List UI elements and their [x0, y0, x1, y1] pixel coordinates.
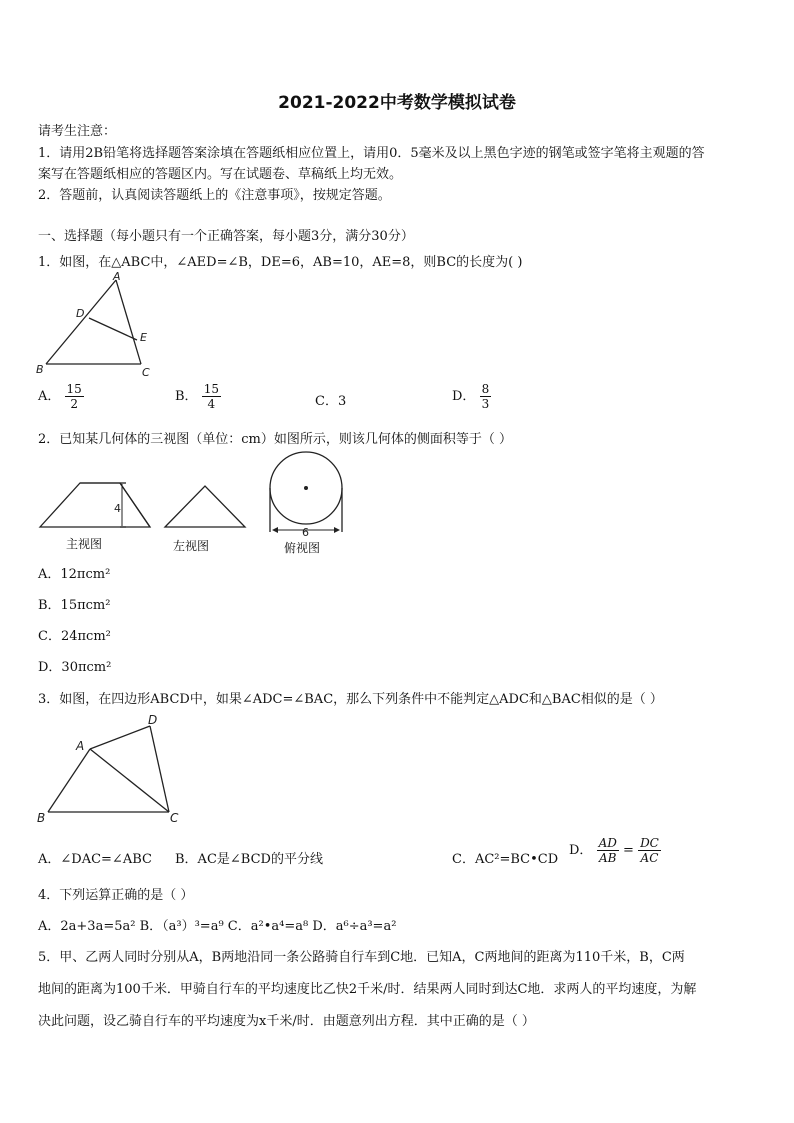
q1-option-d[interactable] [452, 382, 491, 411]
q2-caption-top: 俯视图 [284, 541, 321, 555]
notice-heading: 请考生注意： [38, 124, 117, 139]
q1-triangle-figure [34, 270, 164, 382]
q4-stem: 4．下列运算正确的是（ ） [38, 888, 194, 903]
q4-options[interactable]: A．2a+3a=5a² B．（a³）³=a⁹ C．a²•a⁴=a⁸ D．a⁶÷a³=a² [38, 919, 397, 934]
q3-stem: 3．如图，在四边形ABCD中，如果∠ADC=∠BAC，那么下列条件中不能判定△ADC和△BAC相似的是（ ） [38, 692, 663, 707]
q1-option-d-label: D． [452, 389, 476, 404]
q1-option-a-label: A． [38, 389, 61, 404]
q2-option-d[interactable]: D．30πcm² [38, 660, 112, 675]
q3-option-b[interactable]: B．AC是∠BCD的平分线 [175, 852, 323, 867]
q2-option-b[interactable]: B．15πcm² [38, 598, 111, 613]
q3-quadrilateral-figure [34, 712, 194, 830]
q3-option-a[interactable]: A．∠DAC=∠ABC [38, 852, 152, 867]
q1-option-d-fraction: $\frac{8}{3}$ [481, 382, 490, 411]
q3-label-b: B [37, 811, 46, 825]
section-heading: 一、选择题（每小题只有一个正确答案，每小题3分，满分30分） [38, 229, 414, 244]
q2-option-a[interactable]: A．12πcm² [38, 567, 111, 582]
q2-stem: 2．已知某几何体的三视图（单位：cm）如图所示，则该几何体的侧面积等于（ ） [38, 432, 513, 447]
q3-option-d[interactable] [569, 836, 661, 865]
q2-caption-front: 主视图 [66, 537, 103, 551]
notice-item-2: 2．答题前，认真阅读答题纸上的《注意事项》，按规定答题。 [38, 188, 391, 203]
q3-label-d: D [148, 713, 158, 727]
q1-option-b-label: B． [175, 389, 198, 404]
q2-dim-height: 4 [114, 502, 121, 515]
q3-option-c[interactable]: C．AC²=BC•CD [452, 852, 559, 867]
q5-line-2: 地间的距离为100千米．甲骑自行车的平均速度比乙快2千米/时．结果两人同时到达C地．求两人的平均速度，为解 [38, 982, 697, 997]
q1-label-d: D [76, 307, 85, 320]
q5-line-1: 5．甲、乙两人同时分别从A，B两地沿同一条公路骑自行车到C地．已知A，C两地间的距离为110千米，B，C两 [38, 950, 685, 965]
q1-option-a[interactable] [38, 382, 84, 411]
notice-item-1b: 案写在答题纸相应的答题区内。写在试题卷、草稿纸上均无效。 [38, 167, 403, 182]
q5-line-3: 决此问题，设乙骑自行车的平均速度为x千米/时．由题意列出方程．其中正确的是（ ） [38, 1014, 535, 1029]
q1-option-b[interactable] [175, 382, 221, 411]
q1-label-c: C [142, 366, 150, 379]
q1-label-a: A [113, 270, 121, 283]
page-title: 2021-2022中考数学模拟试卷 [278, 93, 516, 113]
q3-option-d-right-fraction: $\frac{DC}{AC}$ [640, 836, 659, 865]
q1-option-b-fraction: $\frac{15}{4}$ [203, 382, 219, 411]
q1-stem: 1．如图，在△ABC中，∠AED=∠B，DE=6，AB=10，AE=8，则BC的长度为( ) [38, 255, 523, 270]
q1-option-c[interactable]: C．3 [315, 394, 347, 409]
q3-option-d-left-fraction: $\frac{AD}{AB}$ [598, 836, 617, 865]
q2-option-c[interactable]: C．24πcm² [38, 629, 111, 644]
notice-item-1a: 1．请用2B铅笔将选择题答案涂填在答题纸相应位置上，请用0．5毫米及以上黑色字迹的钢笔或签字笔将主观题的答 [38, 146, 705, 161]
q1-option-a-fraction: $\frac{15}{2}$ [66, 382, 82, 411]
q1-label-b: B [36, 363, 44, 376]
q3-label-c: C [170, 811, 179, 825]
q2-dim-width: 6 [302, 526, 309, 539]
q1-label-e: E [140, 331, 147, 344]
q2-caption-left: 左视图 [173, 539, 210, 553]
q3-option-d-equals: = [623, 843, 634, 858]
q3-label-a: A [76, 739, 85, 753]
q3-option-d-label: D． [569, 843, 593, 858]
